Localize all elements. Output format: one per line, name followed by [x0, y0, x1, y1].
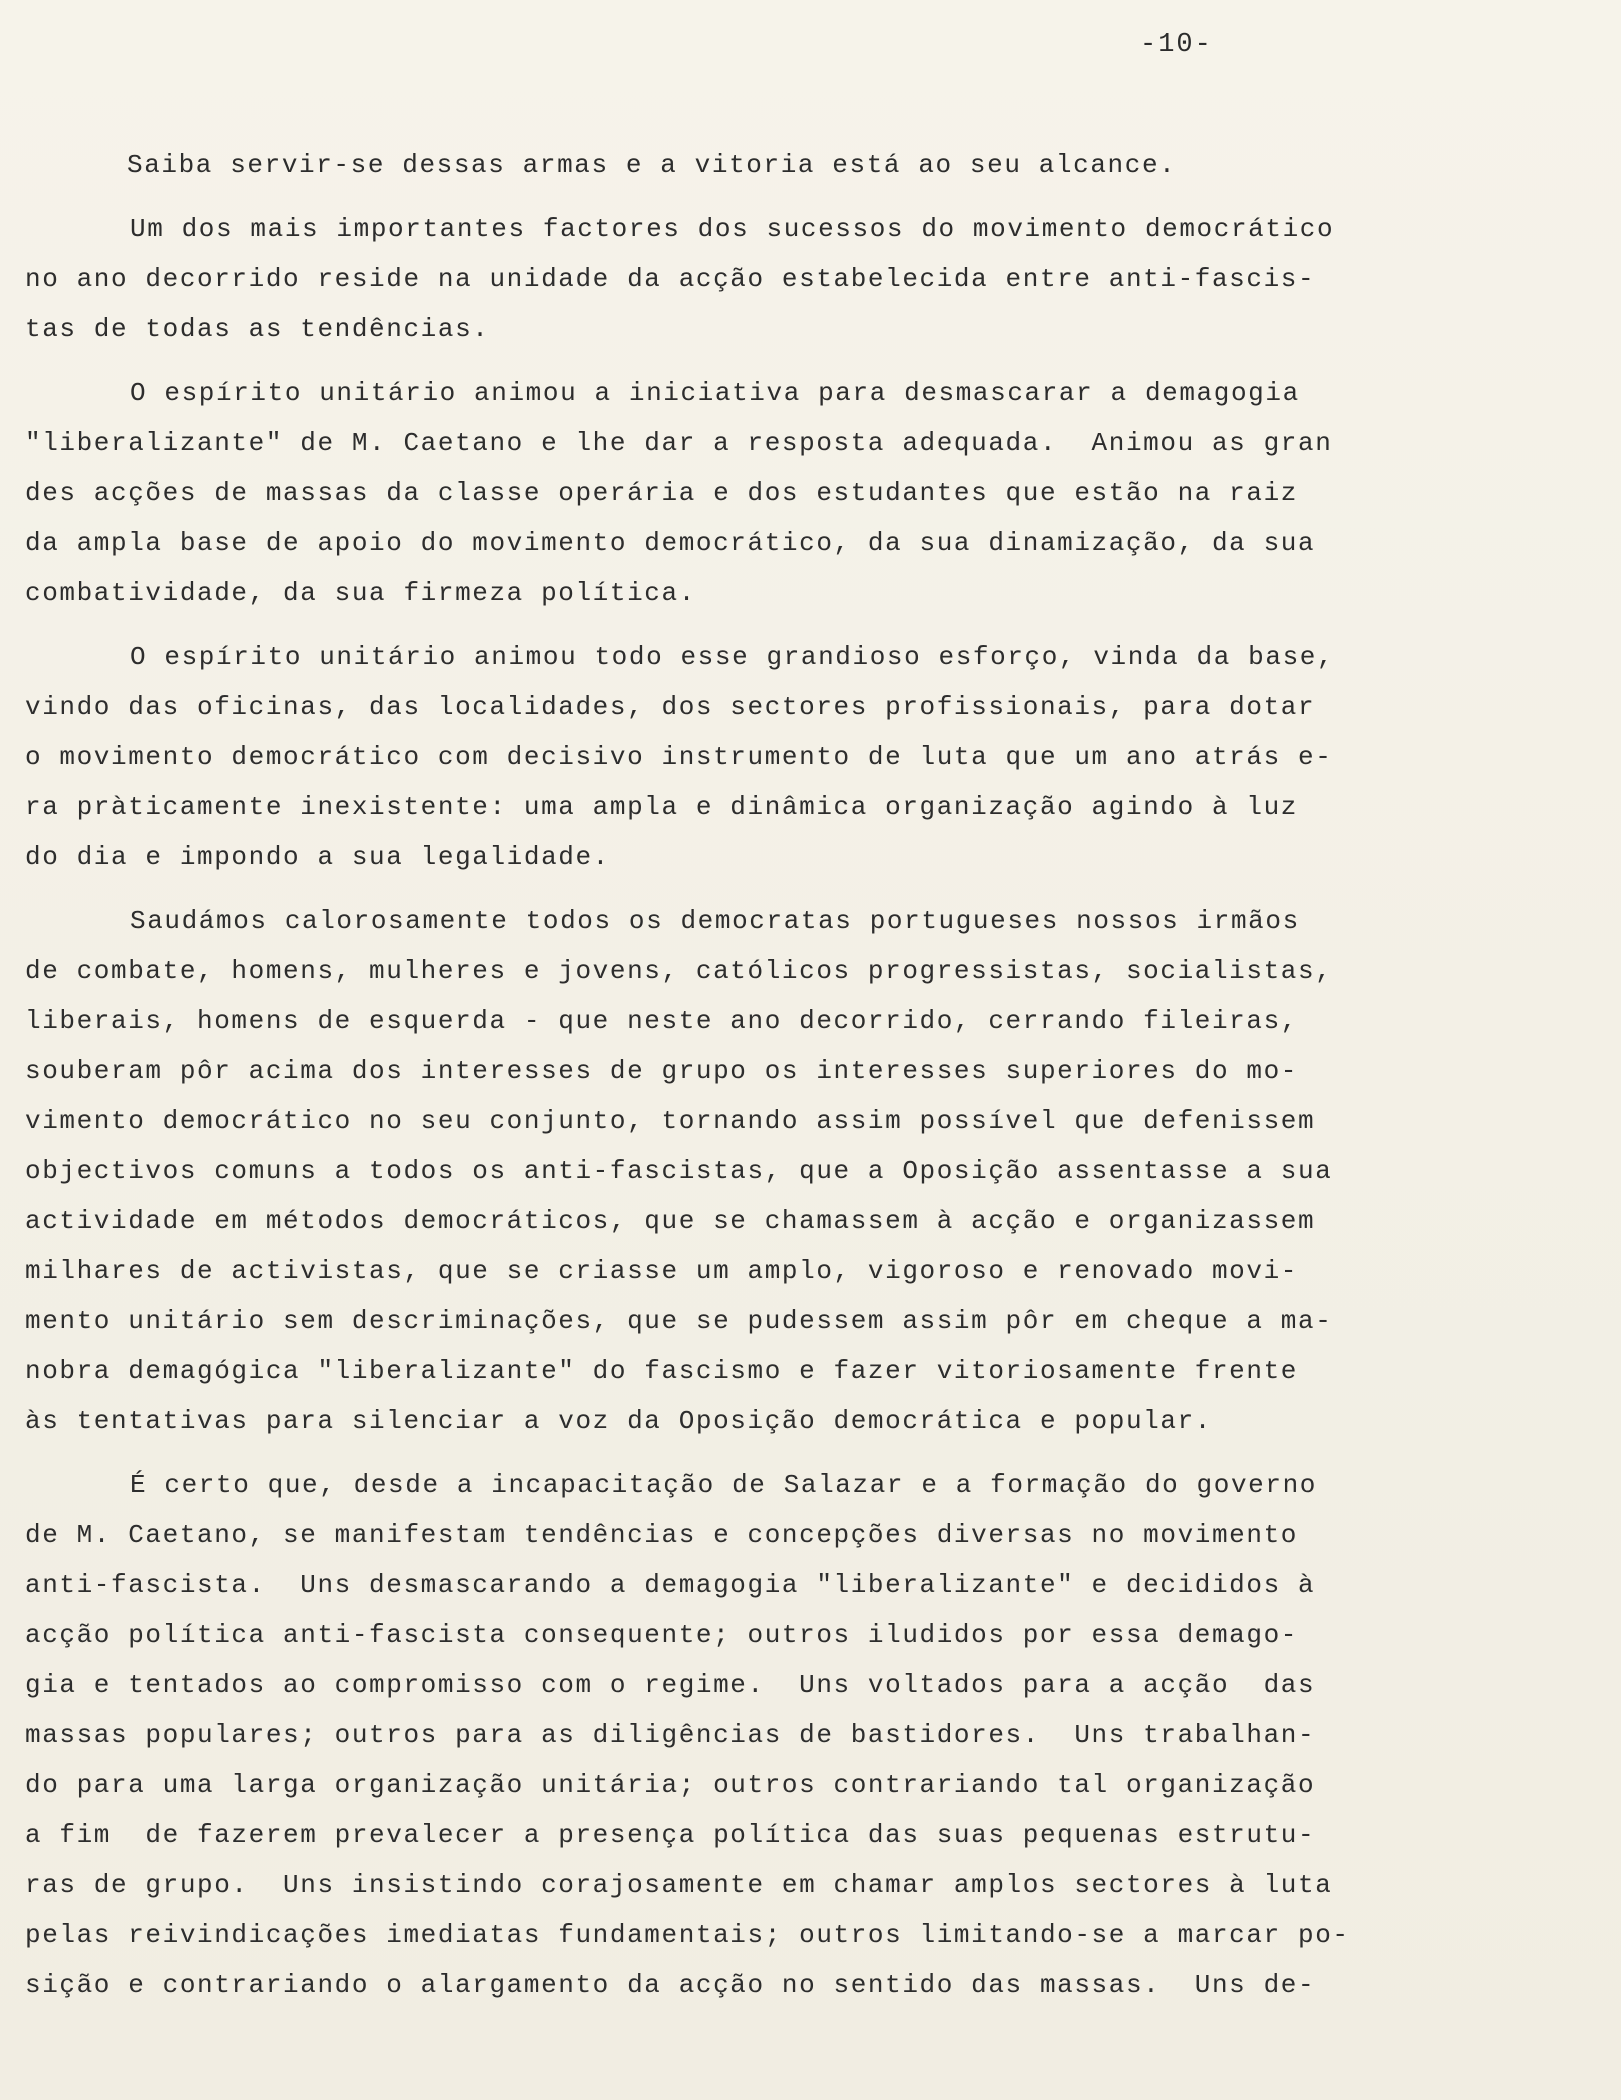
paragraph-3	[25, 368, 1425, 618]
text-line: milhares de activistas, que se criasse um amplo, vigoroso e renovado movi-	[25, 1256, 1298, 1286]
text-line: às tentativas para silenciar a voz da Oposição democrática e popular.	[25, 1406, 1212, 1436]
paragraph-2	[25, 204, 1425, 354]
text-line: Saudámos calorosamente todos os democratas portugueses nossos irmãos	[130, 906, 1300, 936]
text-line: da ampla base de apoio do movimento democrático, da sua dinamização, da sua	[25, 528, 1316, 558]
text-line: vimento democrático no seu conjunto, tornando assim possível que defenissem	[25, 1106, 1316, 1136]
body-text	[25, 140, 1425, 2024]
text-line: O espírito unitário animou a iniciativa para desmascarar a demagogia	[130, 378, 1300, 408]
paragraph-1	[25, 140, 1425, 190]
text-line: gia e tentados ao compromisso com o regime. Uns voltados para a acção das	[25, 1670, 1316, 1700]
text-line: des acções de massas da classe operária e dos estudantes que estão na raiz	[25, 478, 1298, 508]
text-line: Um dos mais importantes factores dos sucessos do movimento democrático	[130, 214, 1335, 244]
text-line: a fim de fazerem prevalecer a presença política das suas pequenas estrutu-	[25, 1820, 1316, 1850]
text-line: objectivos comuns a todos os anti-fascistas, que a Oposição assentasse a sua	[25, 1156, 1333, 1186]
paragraph-5	[25, 896, 1425, 1446]
text-line: do dia e impondo a sua legalidade.	[25, 842, 610, 872]
text-line: do para uma larga organização unitária; outros contrariando tal organização	[25, 1770, 1316, 1800]
text-line: Saiba servir-se dessas armas e a vitoria está ao seu alcance.	[127, 150, 1177, 180]
text-line: mento unitário sem descriminações, que se pudessem assim pôr em cheque a ma-	[25, 1306, 1333, 1336]
text-line: o movimento democrático com decisivo instrumento de luta que um ano atrás e-	[25, 742, 1333, 772]
text-line: "liberalizante" de M. Caetano e lhe dar a resposta adequada. Animou as gran	[25, 428, 1333, 458]
text-line: acção política anti-fascista consequente; outros iludidos por essa demago-	[25, 1620, 1298, 1650]
text-line: de M. Caetano, se manifestam tendências e concepções diversas no movimento	[25, 1520, 1298, 1550]
page-number: -10-	[1140, 30, 1213, 60]
text-line: O espírito unitário animou todo esse grandioso esforço, vinda da base,	[130, 642, 1335, 672]
text-line: liberais, homens de esquerda - que neste ano decorrido, cerrando fileiras,	[25, 1006, 1298, 1036]
text-line: no ano decorrido reside na unidade da acção estabelecida entre anti-fascis-	[25, 264, 1316, 294]
paragraph-4	[25, 632, 1425, 882]
text-line: massas populares; outros para as diligências de bastidores. Uns trabalhan-	[25, 1720, 1316, 1750]
text-line: combatividade, da sua firmeza política.	[25, 578, 696, 608]
text-line: tas de todas as tendências.	[25, 314, 490, 344]
text-line: É certo que, desde a incapacitação de Salazar e a formação do governo	[130, 1470, 1317, 1500]
paragraph-6	[25, 1460, 1425, 2010]
text-line: anti-fascista. Uns desmascarando a demagogia "liberalizante" e decididos à	[25, 1570, 1316, 1600]
text-line: sição e contrariando o alargamento da acção no sentido das massas. Uns de-	[25, 1970, 1316, 2000]
text-line: de combate, homens, mulheres e jovens, católicos progressistas, socialistas,	[25, 956, 1333, 986]
text-line: souberam pôr acima dos interesses de grupo os interesses superiores do mo-	[25, 1056, 1298, 1086]
text-line: ras de grupo. Uns insistindo corajosamente em chamar amplos sectores à luta	[25, 1870, 1333, 1900]
text-line: nobra demagógica "liberalizante" do fascismo e fazer vitoriosamente frente	[25, 1356, 1298, 1386]
text-line: vindo das oficinas, das localidades, dos sectores profissionais, para dotar	[25, 692, 1316, 722]
text-line: pelas reivindicações imediatas fundamentais; outros limitando-se a marcar po-	[25, 1920, 1350, 1950]
text-line: actividade em métodos democráticos, que se chamassem à acção e organizassem	[25, 1206, 1316, 1236]
text-line: ra pràticamente inexistente: uma ampla e dinâmica organização agindo à luz	[25, 792, 1298, 822]
